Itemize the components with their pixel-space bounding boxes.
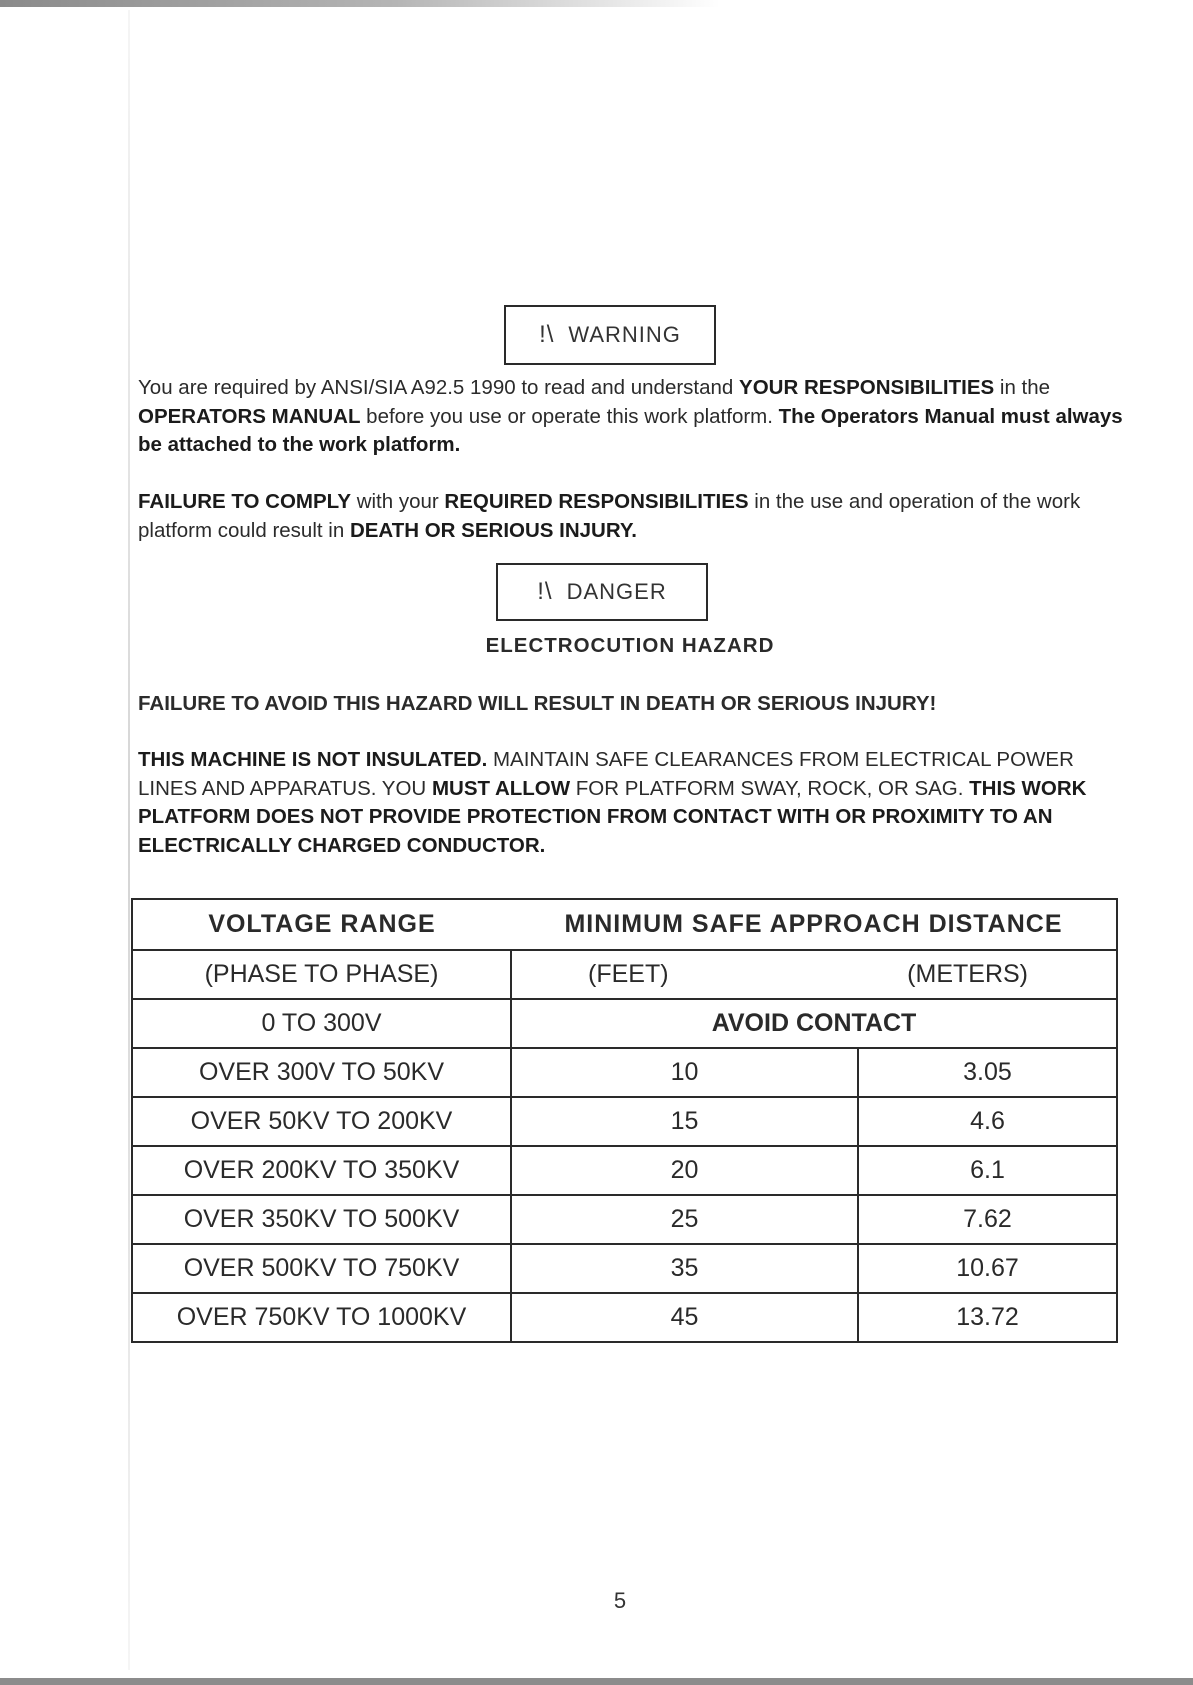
warning-sign	[504, 305, 716, 365]
table-header-row	[132, 899, 1117, 950]
table-row	[132, 1048, 1117, 1097]
scan-bottom-edge	[0, 1678, 1193, 1685]
feet-cell: 25	[511, 1195, 858, 1244]
danger-label: DANGER	[566, 579, 667, 604]
responsibilities-paragraph	[138, 374, 1138, 460]
warning-label: WARNING	[568, 322, 681, 347]
meters-cell: 4.6	[858, 1097, 1117, 1146]
scan-top-edge	[0, 0, 720, 7]
avoid-contact-cell: AVOID CONTACT	[511, 999, 1117, 1048]
voltage-range-cell: OVER 500KV TO 750KV	[132, 1244, 511, 1293]
hazard-title: ELECTROCUTION HAZARD	[485, 634, 775, 657]
feet-cell: 20	[511, 1146, 858, 1195]
table-row	[132, 1293, 1117, 1342]
p2-text-2: in the use and operation of the work platform could result in	[138, 490, 1081, 542]
table-row	[132, 1097, 1117, 1146]
p4-bold-2: MUST ALLOW	[431, 776, 571, 800]
subheader-feet: (FEET)	[511, 950, 858, 999]
meters-cell: 13.72	[858, 1293, 1117, 1342]
voltage-range-cell: OVER 50KV TO 200KV	[132, 1097, 511, 1146]
p4-bold-3: THIS WORK PLATFORM DOES NOT PROVIDE PROTECTION FROM CONTACT WITH OR PROXIMITY TO AN ELECTRICALLY CHARGED CONDUCTOR.	[138, 776, 1087, 857]
p1-bold-2: OPERATORS MANUAL	[138, 404, 361, 428]
meters-cell: 7.62	[858, 1195, 1117, 1244]
voltage-range-cell: OVER 350KV TO 500KV	[132, 1195, 511, 1244]
p1-text-1: You are required by ANSI/SIA A92.5 1990 to read and understand	[138, 376, 740, 399]
p1-bold-3: The Operators Manual must always be attached to the work platform.	[138, 404, 1123, 456]
scan-left-edge	[128, 10, 130, 1670]
meters-cell: 6.1	[858, 1146, 1117, 1195]
p2-bold-2: REQUIRED RESPONSIBILITIES	[444, 490, 749, 513]
p2-text-1: with your	[351, 490, 445, 513]
caution-icon: !\	[539, 321, 555, 348]
not-insulated-paragraph	[138, 746, 1138, 860]
p2-bold-3: DEATH OR SERIOUS INJURY.	[349, 518, 637, 542]
header-min-safe-distance: MINIMUM SAFE APPROACH DISTANCE	[511, 899, 1117, 950]
meters-cell: 10.67	[858, 1244, 1117, 1293]
failure-to-comply-paragraph	[138, 488, 1138, 545]
feet-cell: 45	[511, 1293, 858, 1342]
table-subheader-row	[132, 950, 1117, 999]
feet-cell: 15	[511, 1097, 858, 1146]
table-row	[132, 1195, 1117, 1244]
table-row	[132, 1146, 1117, 1195]
p1-text-3: before you use or operate this work platform.	[360, 404, 779, 428]
danger-sign	[496, 563, 708, 621]
voltage-range-cell: OVER 750KV TO 1000KV	[132, 1293, 511, 1342]
p4-bold-1: THIS MACHINE IS NOT INSULATED.	[138, 748, 488, 771]
clearance-table	[131, 898, 1118, 1343]
voltage-range-cell: 0 TO 300V	[132, 999, 511, 1048]
voltage-range-cell: OVER 300V TO 50KV	[132, 1048, 511, 1097]
table-row-avoid-contact	[132, 999, 1117, 1048]
subheader-meters: (METERS)	[858, 950, 1117, 999]
header-voltage-range: VOLTAGE RANGE	[132, 899, 511, 950]
subheader-phase-to-phase: (PHASE TO PHASE)	[132, 950, 511, 999]
voltage-range-cell: OVER 200KV TO 350KV	[132, 1146, 511, 1195]
p1-bold-1: YOUR RESPONSIBILITIES	[739, 376, 995, 399]
feet-cell: 10	[511, 1048, 858, 1097]
hazard-result-paragraph: FAILURE TO AVOID THIS HAZARD WILL RESULT IN DEATH OR SERIOUS INJURY!	[138, 692, 937, 715]
p2-bold-1: FAILURE TO COMPLY	[138, 490, 351, 513]
p4-text-2: FOR PLATFORM SWAY, ROCK, OR SAG.	[570, 776, 970, 800]
meters-cell: 3.05	[858, 1048, 1117, 1097]
p1-text-2: in the	[994, 376, 1051, 399]
feet-cell: 35	[511, 1244, 858, 1293]
table-row	[132, 1244, 1117, 1293]
page-number: 5	[613, 1588, 627, 1613]
caution-icon: !\	[537, 578, 553, 605]
p4-text-1: MAINTAIN SAFE CLEARANCES FROM ELECTRICAL POWER LINES AND APPARATUS. YOU	[138, 748, 1074, 800]
